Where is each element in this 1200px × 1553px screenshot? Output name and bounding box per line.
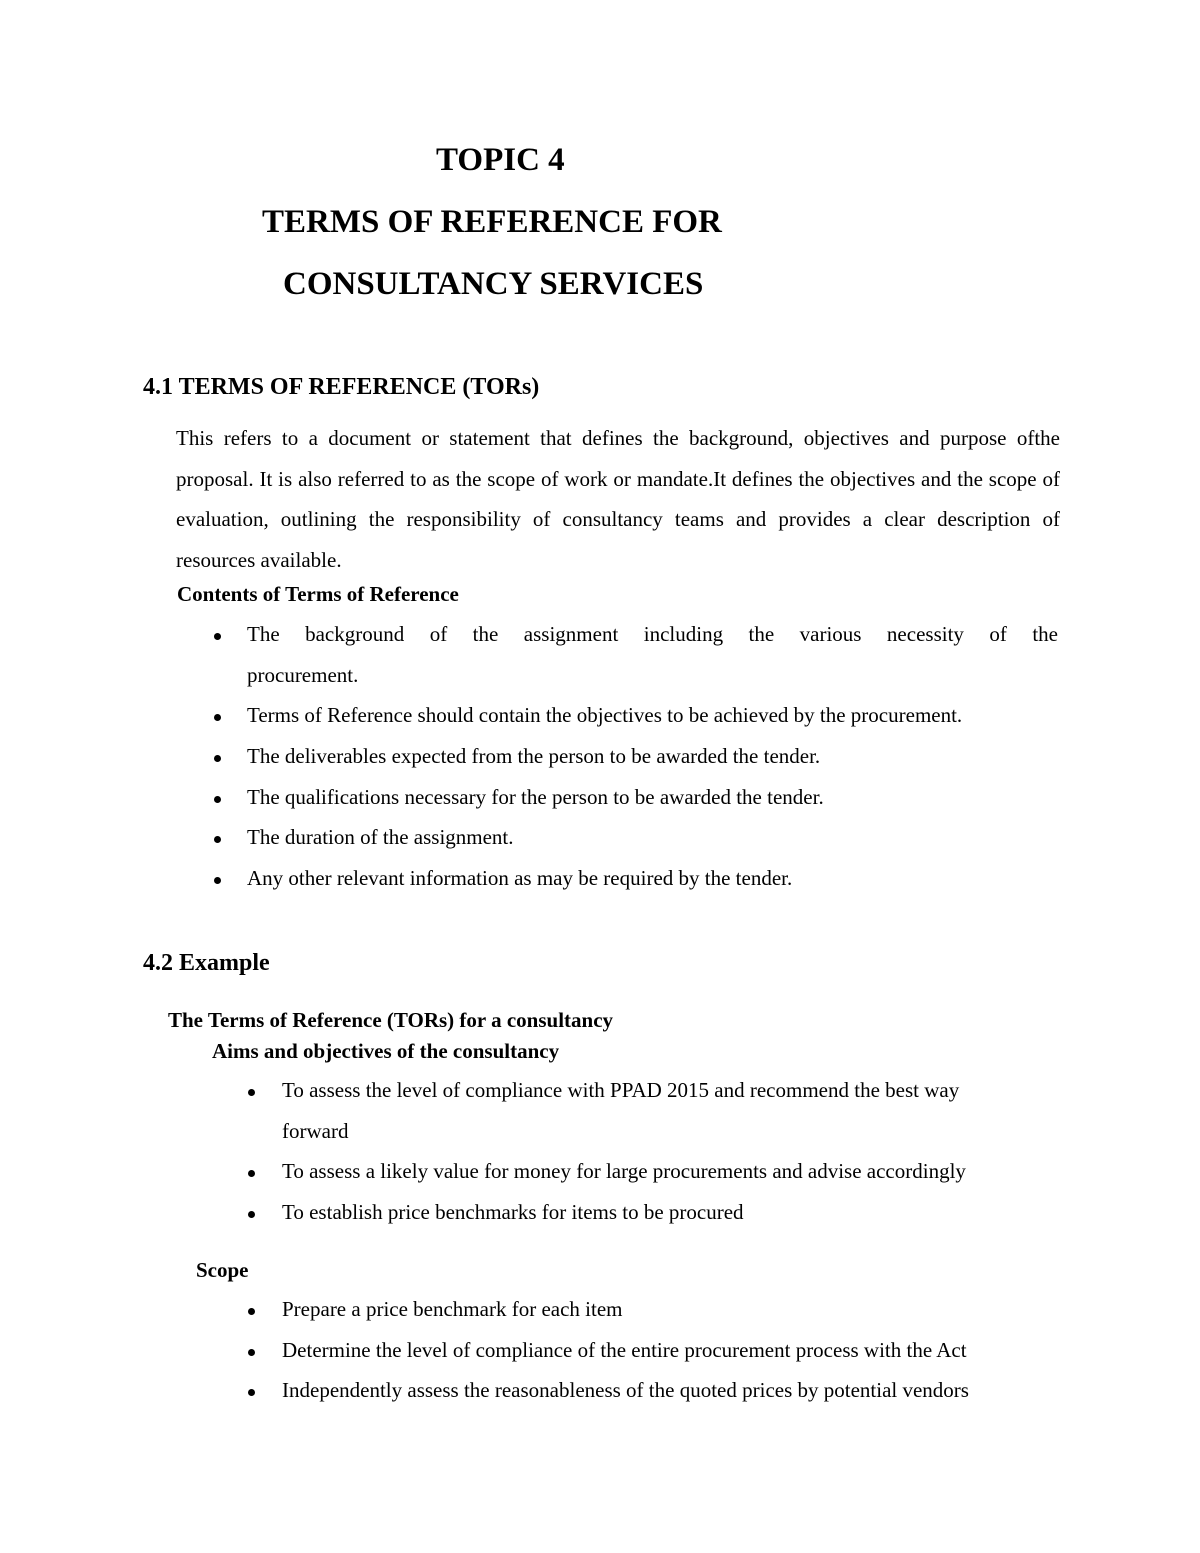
bullet-icon — [248, 1349, 255, 1356]
section-4-1-heading: 4.1 TERMS OF REFERENCE (TORs) — [143, 374, 540, 400]
page-title-line-2: CONSULTANCY SERVICES — [283, 266, 704, 302]
page-title-line-1: TERMS OF REFERENCE FOR — [262, 204, 722, 240]
aims-item-2: To assess a likely value for money for large procurements and advise accordingly — [282, 1159, 966, 1183]
bullet-icon — [214, 796, 221, 803]
bullet-icon — [248, 1089, 255, 1096]
bullet-icon — [214, 877, 221, 884]
contents-item-3: The deliverables expected from the person to be awarded the tender. — [247, 744, 821, 768]
contents-item-1-line-2: procurement. — [247, 663, 359, 687]
bullet-icon — [248, 1170, 255, 1177]
bullet-icon — [214, 633, 221, 640]
bullet-icon — [248, 1308, 255, 1315]
example-subheading: The Terms of Reference (TORs) for a consultancy — [168, 1008, 614, 1032]
bullet-icon — [214, 836, 221, 843]
topic-number: TOPIC 4 — [436, 142, 565, 178]
scope-item-2: Determine the level of compliance of the entire procurement process with the Act — [282, 1338, 967, 1362]
contents-item-4: The qualifications necessary for the person to be awarded the tender. — [247, 785, 824, 809]
contents-item-6: Any other relevant information as may be required by the tender. — [247, 866, 793, 890]
scope-heading: Scope — [196, 1258, 249, 1282]
aims-heading: Aims and objectives of the consultancy — [212, 1039, 560, 1063]
aims-item-1-line-1: To assess the level of compliance with PPAD 2015 and recommend the best way — [282, 1078, 960, 1102]
bullet-icon — [214, 714, 221, 721]
scope-item-1: Prepare a price benchmark for each item — [282, 1297, 623, 1321]
aims-item-3: To establish price benchmarks for items to be procured — [282, 1200, 744, 1224]
contents-item-5: The duration of the assignment. — [247, 825, 514, 849]
aims-item-1-line-2: forward — [282, 1119, 349, 1143]
contents-heading: Contents of Terms of Reference — [177, 582, 459, 606]
bullet-icon — [214, 755, 221, 762]
contents-item-2: Terms of Reference should contain the objectives to be achieved by the procurement. — [247, 703, 963, 727]
bullet-icon — [248, 1389, 255, 1396]
scope-item-3: Independently assess the reasonableness of the quoted prices by potential vendors — [282, 1378, 969, 1402]
bullet-icon — [248, 1211, 255, 1218]
contents-item-1-line-1: The background of the assignment including the various necessity of the — [247, 622, 1058, 646]
section-4-2-heading: 4.2 Example — [143, 950, 270, 976]
tor-definition-paragraph: This refers to a document or statement that defines the background, objectives and purpose ofthe proposal. It is also referred to as the scope of work or mandate.It defines the objectives and the scope of evaluation, outlining the responsibility of consultancy teams and provides a clear description of resources available. — [176, 426, 1060, 573]
